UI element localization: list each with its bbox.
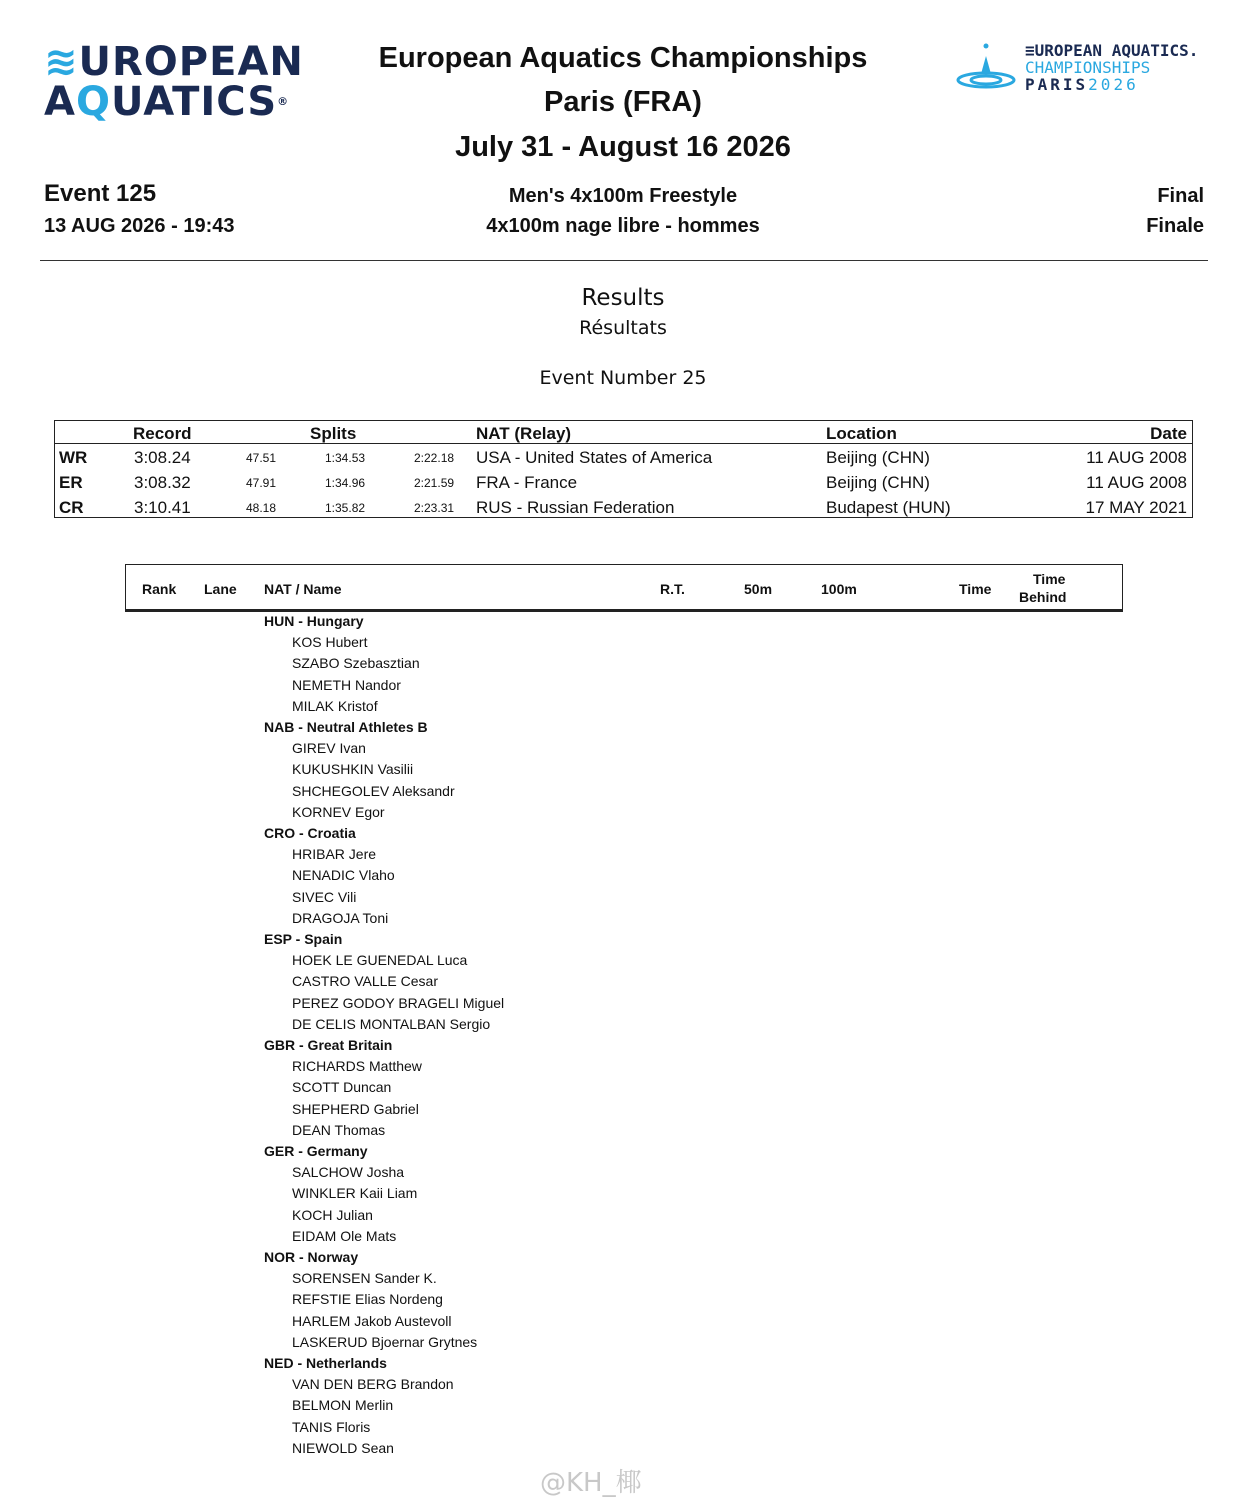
results-header-rule [126,609,1122,612]
championship-dates: July 31 - August 16 2026 [455,131,791,163]
swimmer-name: REFSTIE Elias Nordeng [292,1291,443,1308]
results-title-fr: Résultats [579,317,667,339]
swimmer-name: NIEWOLD Sean [292,1439,394,1456]
record-time: 3:08.32 [134,473,191,492]
swimmer-name: HARLEM Jakob Austevoll [292,1312,452,1329]
record-split: 2:23.31 [414,501,455,515]
event-datetime: 13 AUG 2026 - 19:43 [44,215,235,237]
swimmer-name: SCOTT Duncan [292,1079,392,1096]
event-number: Event 125 [44,180,157,207]
results-title: Results [581,285,665,311]
record-time: 3:10.41 [134,498,191,517]
results-header [125,564,1123,612]
swimmer-name: VAN DEN BERG Brandon [292,1376,454,1393]
record-code: ER [59,473,83,492]
swimmer-name: HRIBAR Jere [292,846,377,863]
team-name: CRO - Croatia [264,825,356,841]
team-name: GBR - Great Britain [264,1037,393,1053]
team-name: ESP - Spain [264,931,343,947]
swimmer-name: NENADIC Vlaho [292,867,395,884]
record-location: Budapest (HUN) [826,498,951,517]
event-title-fr: 4x100m nage libre - hommes [486,215,760,237]
swimmer-name: KORNEV Egor [292,803,385,820]
team-name: NAB - Neutral Athletes B [264,719,428,735]
swimmer-name: MILAK Kristof [292,697,378,714]
header-divider [40,260,1208,261]
water-drop-icon [955,40,1019,96]
record-nat: RUS - Russian Federation [476,498,675,517]
record-location: Beijing (CHN) [826,448,930,467]
watermark: @KH_椰 [540,1468,642,1498]
record-split: 47.91 [246,476,277,490]
col-50m: 50m [744,581,773,597]
swimmer-name: KOCH Julian [292,1206,373,1223]
swimmer-name: BELMON Merlin [292,1397,394,1414]
swimmer-name: SALCHOW Josha [292,1164,405,1181]
records-header-record: Record [133,424,192,443]
event-number-label: Event Number 25 [539,367,707,389]
swimmer-name: TANIS Floris [292,1418,371,1435]
european-aquatics-logo: ≋UROPEAN AQUATICS® [44,39,304,125]
records-header-splits: Splits [310,424,357,443]
swimmer-name: SORENSEN Sander K. [292,1270,437,1287]
team-name: GER - Germany [264,1143,368,1159]
swimmer-name: PEREZ GODOY BRAGELI Miguel [292,994,505,1011]
records-header-date: Date [1150,424,1187,443]
record-nat: FRA - France [476,473,578,492]
record-split: 1:34.53 [325,451,366,465]
championships-paris-logo: ≡UROPEAN AQUATICS. CHAMPIONSHIPS PARIS2026 [955,40,1215,100]
records-header-divider [55,443,1192,444]
swimmer-name: KOS Hubert [292,634,368,651]
event-round-fr: Finale [1146,215,1204,237]
swimmer-name: DRAGOJA Toni [292,909,389,926]
col-time-behind: Behind [1019,589,1067,605]
swimmer-name: SIVEC Vili [292,888,357,905]
swimmer-name: CASTRO VALLE Cesar [292,973,439,990]
team-name: HUN - Hungary [264,613,364,629]
col-100m: 100m [821,581,857,597]
swimmer-name: LASKERUD Bjoernar Grytnes [292,1333,478,1350]
record-code: CR [59,498,84,517]
team-name: NOR - Norway [264,1249,359,1265]
col-time: Time [959,581,992,597]
swimmer-name: KUKUSHKIN Vasilii [292,761,414,778]
record-date: 11 AUG 2008 [1086,448,1187,467]
swimmer-name: HOEK LE GUENEDAL Luca [292,952,468,969]
event-round-en: Final [1157,185,1204,207]
championship-location: Paris (FRA) [544,86,702,118]
record-date: 17 MAY 2021 [1085,498,1187,517]
record-split: 47.51 [246,451,277,465]
record-split: 2:21.59 [414,476,455,490]
team-name: NED - Netherlands [264,1355,387,1371]
swimmer-name: DE CELIS MONTALBAN Sergio [292,1015,491,1032]
record-code: WR [59,448,88,467]
col-rt: R.T. [660,581,685,597]
swimmer-name: SHEPHERD Gabriel [292,1100,419,1117]
swimmer-name: SZABO Szebasztian [292,655,420,672]
records-header-nat: NAT (Relay) [476,424,572,443]
swimmer-name: RICHARDS Matthew [292,1058,422,1075]
col-name: NAT / Name [264,581,342,597]
col-lane: Lane [204,581,237,597]
record-split: 1:35.82 [325,501,366,515]
swimmer-name: EIDAM Ole Mats [292,1227,397,1244]
swimmer-name: GIREV Ivan [292,740,366,757]
record-nat: USA - United States of America [476,448,713,467]
swimmer-name: WINKLER Kaii Liam [292,1185,418,1202]
record-time: 3:08.24 [134,448,191,467]
record-split: 48.18 [246,501,277,515]
swimmer-name: DEAN Thomas [292,1121,386,1138]
col-time-behind: Time [1033,571,1066,587]
record-split: 2:22.18 [414,451,455,465]
records-header-location: Location [826,424,897,443]
col-rank: Rank [142,581,177,597]
records-table [54,420,1193,518]
event-title-en: Men's 4x100m Freestyle [508,185,738,207]
record-date: 11 AUG 2008 [1086,473,1187,492]
swimmer-name: SHCHEGOLEV Aleksandr [292,782,455,799]
record-split: 1:34.96 [325,476,366,490]
record-location: Beijing (CHN) [826,473,930,492]
swimmer-name: NEMETH Nandor [292,676,401,693]
championship-title: European Aquatics Championships [378,42,868,74]
